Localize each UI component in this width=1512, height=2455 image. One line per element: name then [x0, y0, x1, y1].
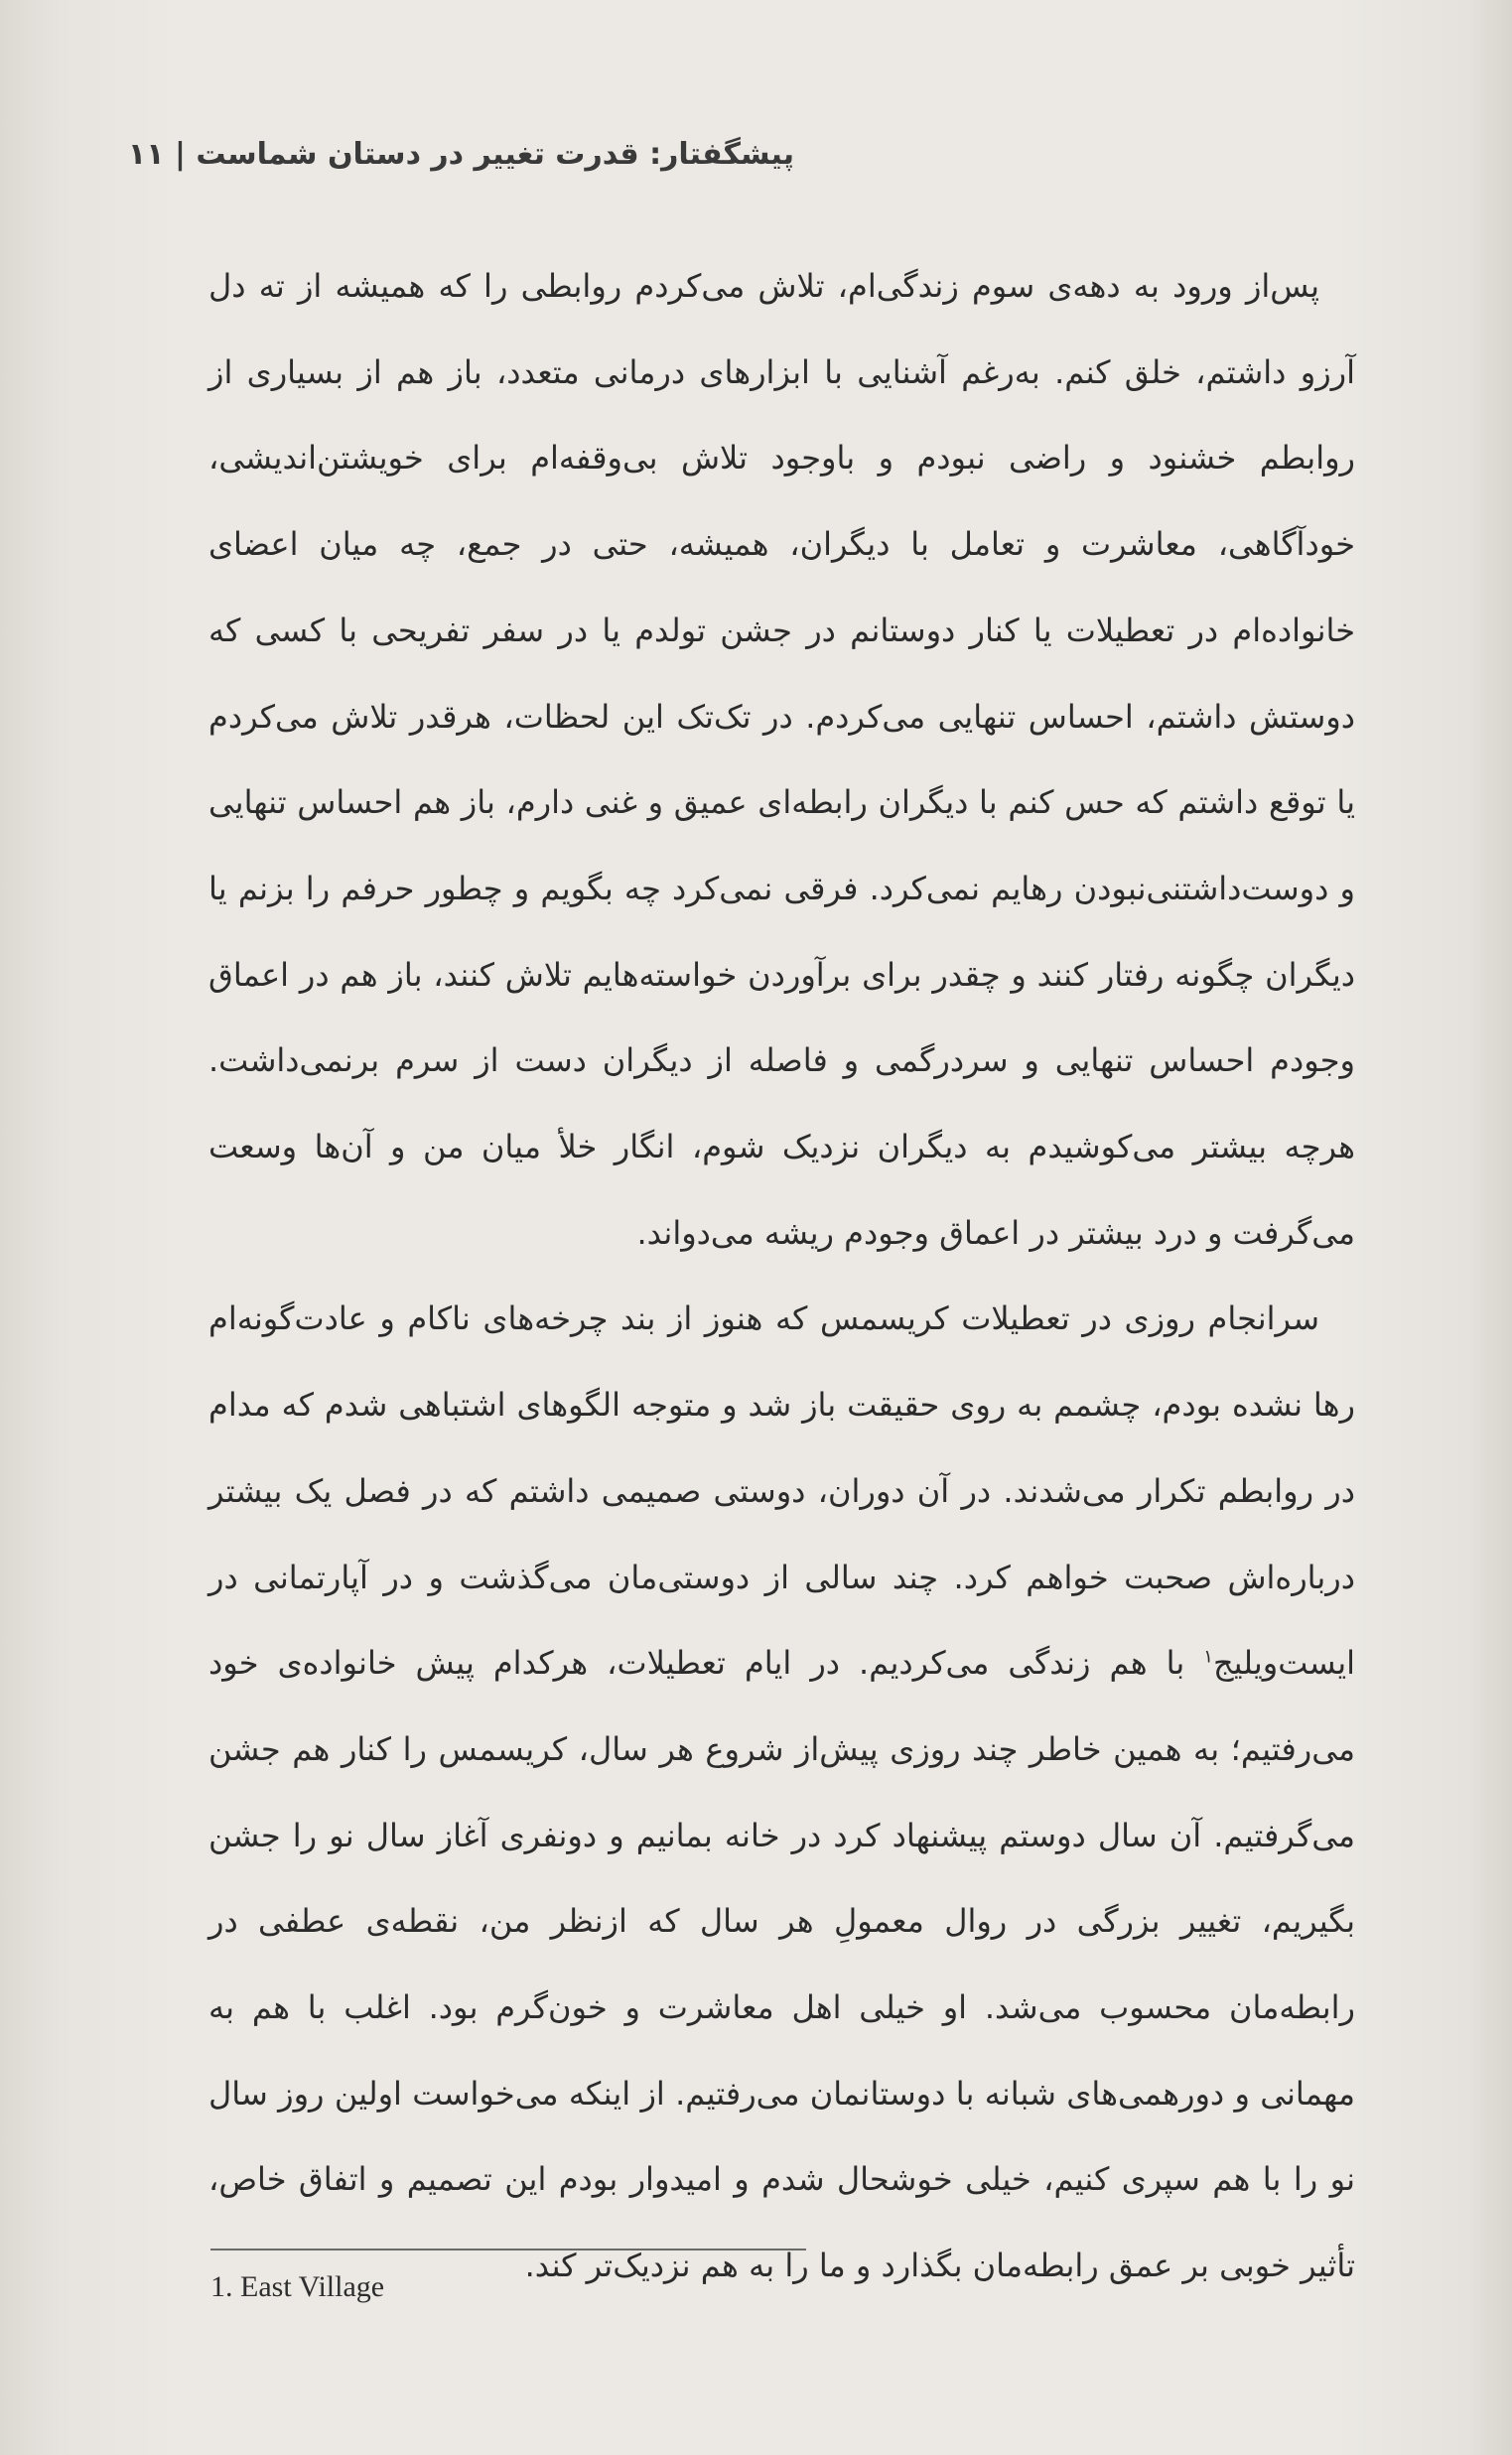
paragraph	[208, 1276, 1355, 2308]
body-text	[208, 243, 1355, 2309]
running-head: پیشگفتار: قدرت تغییر در دستان شماست | ۱۱	[127, 137, 794, 172]
footnote-marker: ۱	[1203, 1646, 1213, 1668]
paragraph	[208, 243, 1355, 1276]
paragraph-text: سرانجام روزی در تعطیلات کریسمس که هنوز از بند چرخه‌های ناکام و عادت‌گونه‌ام رها نشده بودم، چشمم به روی حقیقت باز شد و متوجه الگوهای اشتباهی شدم که مدام در روابطم تکرار می‌شدند. در آن دوران، دوستی صمیمی داشتم که در فصل یک بیشتر درباره‌اش صحبت خواهم کرد. چند سالی از دوستی‌مان می‌گذشت و در آپارتمانی در ایست‌ویلیج	[208, 1299, 1355, 1683]
footnote-divider	[210, 2249, 806, 2250]
paragraph-text: پس‌از ورود به دهه‌ی سوم زندگی‌ام، تلاش می‌کردم روابطی را که همیشه از ته دل آرزو داشتم، خلق کنم. به‌رغم آشنایی با ابزارهای درمانی متعدد، باز هم از بسیاری از روابطم خشنود و راضی نبودم و باوجود تلاش بی‌وقفه‌ام برای خویشتن‌اندیشی، خودآگاهی، معاشرت و تعامل با دیگران، همیشه، حتی در جمع، چه میان اعضای خانواده‌ام در تعطیلات یا کنار دوستانم در جشن تولدم یا در سفر تفریحی با کسی که دوستش داشتم، احساس تنهایی می‌کردم. در تک‌تک این لحظات، هرقدر تلاش می‌کردم یا توقع داشتم که حس کنم با دیگران رابطه‌ای عمیق و غنی دارم، باز هم احساس تنهایی و دوست‌داشتنی‌نبودن رهایم نمی‌کرد. فرقی نمی‌کرد چه بگویم و چطور حرفم را بزنم یا دیگران چگونه رفتار کنند و چقدر برای برآوردن خواسته‌هایم تلاش کنند، باز هم در اعماق وجودم احساس تنهایی و سردرگمی و فاصله از دیگران دست از سرم برنمی‌داشت. هرچه بیشتر می‌کوشیدم به دیگران نزدیک شوم، انگار خلأ میان من و آن‌ها وسعت می‌گرفت و درد بیشتر در اعماق وجودم ریشه می‌دواند.	[208, 267, 1355, 1252]
footnote: 1. East Village	[210, 2270, 385, 2303]
paragraph-text: با هم زندگی می‌کردیم. در ایام تعطیلات، هرکدام پیش خانواده‌ی خود می‌رفتیم؛ به همین خاطر چند روزی پیش‌از شروع هر سال، کریسمس را کنار هم جشن می‌گرفتیم. آن سال دوستم پیشنهاد کرد در خانه بمانیم و دونفری آغاز سال نو را جشن بگیریم، تغییر بزرگی در روال معمولِ هر سال که ازنظر من، نقطه‌ی عطفی در رابطه‌مان محسوب می‌شد. او خیلی اهل معاشرت و خون‌گرم بود. اغلب با هم به مهمانی و دورهمی‌های شبانه با دوستانمان می‌رفتیم. از اینکه می‌خواست اولین روز سال نو را با هم سپری کنیم، خیلی خوشحال شدم و امیدوار بودم این تصمیم و اتفاق خاص، تأثیر خوبی بر عمق رابطه‌مان بگذارد و ما را به هم نزدیک‌تر کند.	[208, 1644, 1355, 2285]
